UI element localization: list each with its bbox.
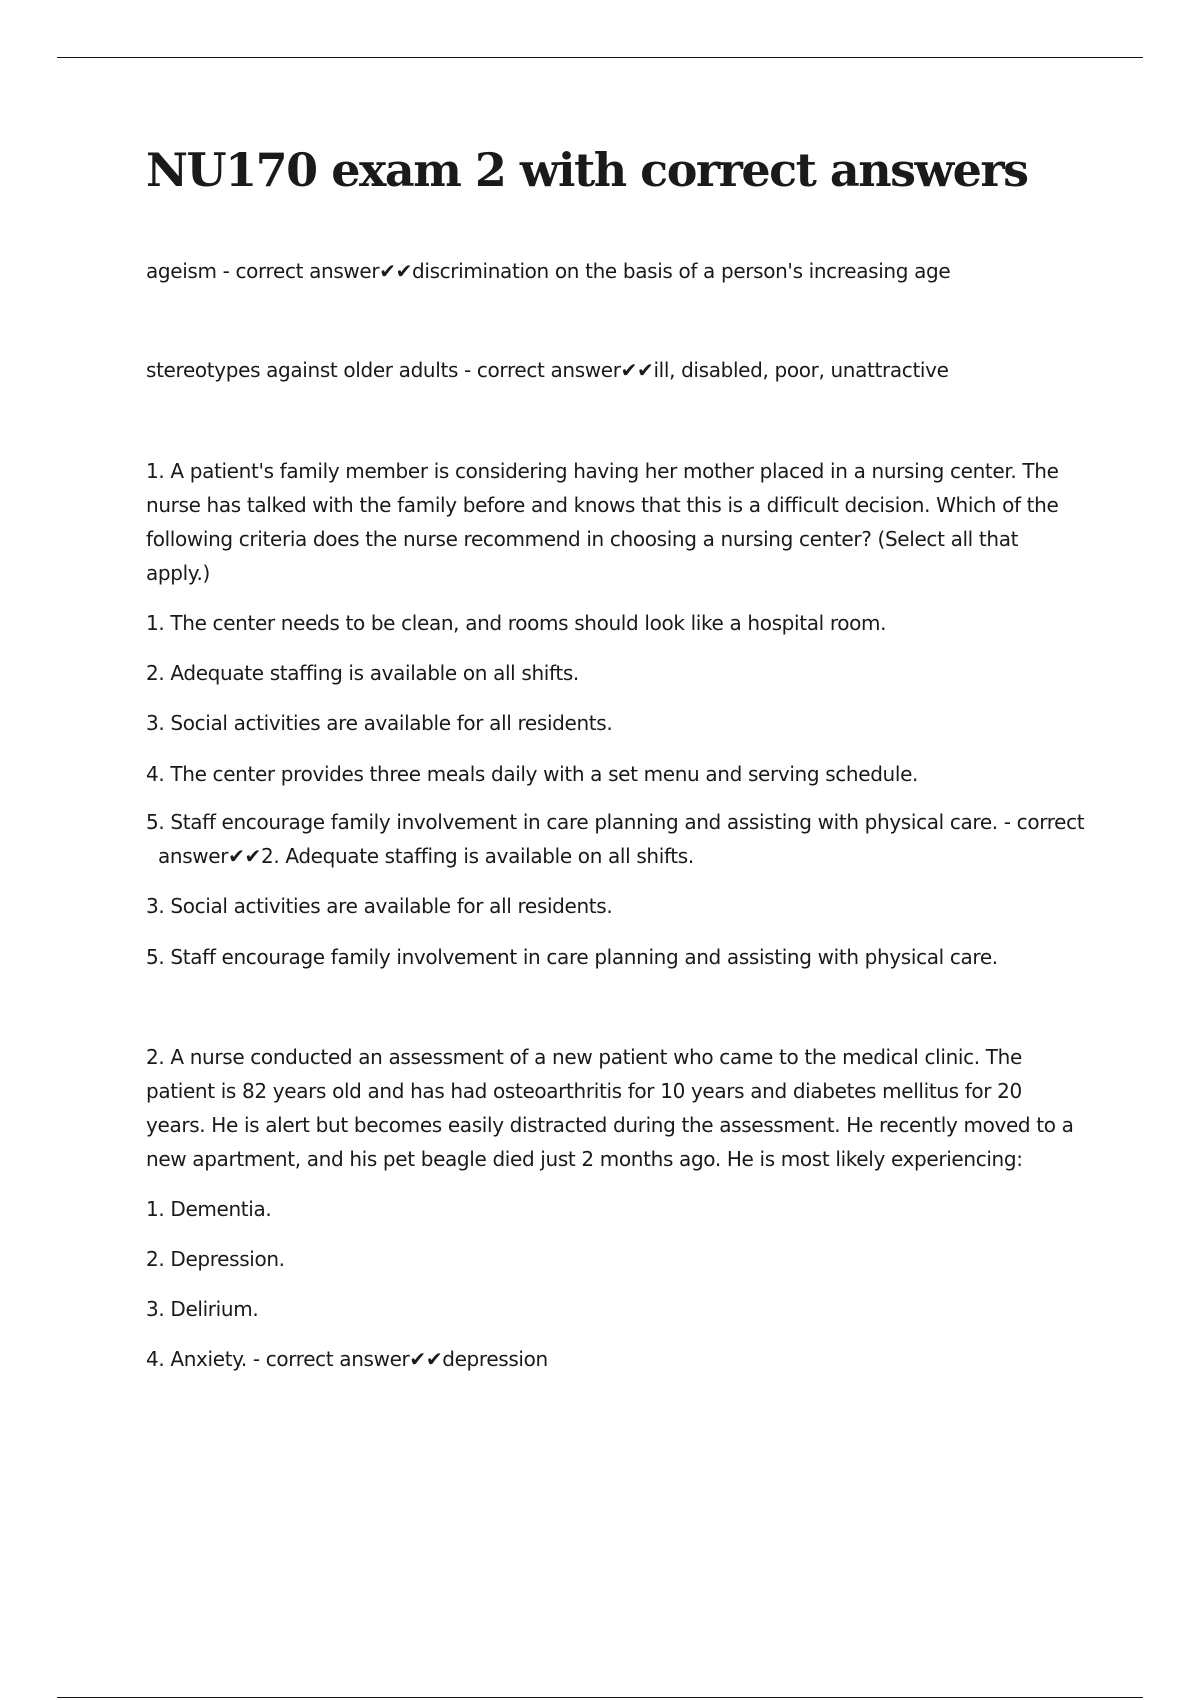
question-2-line-2: patient is 82 years old and has had osteoarthritis for 10 years and diabetes mellitus for 20 — [146, 1079, 1022, 1103]
document-title: NU170 exam 2 with correct answers — [146, 143, 1028, 197]
question-1-answer-3: 3. Social activities are available for all residents. — [146, 894, 613, 918]
question-1-line-1: 1. A patient's family member is considering having her mother placed in a nursing center. The — [146, 459, 1059, 483]
question-2-option-1: 1. Dementia. — [146, 1197, 272, 1221]
question-1-answer-5: 5. Staff encourage family involvement in care planning and assisting with physical care. — [146, 945, 998, 969]
question-2-line-3: years. He is alert but becomes easily distracted during the assessment. He recently moved to a — [146, 1113, 1074, 1137]
question-1-option-5: 5. Staff encourage family involvement in care planning and assisting with physical care. - correct — [146, 810, 1085, 834]
question-1-option-2: 2. Adequate staffing is available on all shifts. — [146, 661, 579, 685]
question-2-line-4: new apartment, and his pet beagle died just 2 months ago. He is most likely experiencing: — [146, 1147, 1023, 1171]
question-1-line-3: following criteria does the nurse recommend in choosing a nursing center? (Select all that — [146, 527, 1019, 551]
question-2-option-4: 4. Anxiety. - correct answer✔✔depression — [146, 1347, 548, 1371]
top-rule — [57, 57, 1143, 58]
question-1-option-4: 4. The center provides three meals daily with a set menu and serving schedule. — [146, 762, 919, 786]
question-2-option-2: 2. Depression. — [146, 1247, 285, 1271]
question-1-line-2: nurse has talked with the family before and knows that this is a difficult decision. Which of the — [146, 493, 1059, 517]
bottom-rule — [57, 1697, 1143, 1698]
question-2-line-1: 2. A nurse conducted an assessment of a new patient who came to the medical clinic. The — [146, 1045, 1022, 1069]
question-2-option-3: 3. Delirium. — [146, 1297, 259, 1321]
question-1-option-1: 1. The center needs to be clean, and rooms should look like a hospital room. — [146, 611, 887, 635]
question-1-option-3: 3. Social activities are available for all residents. — [146, 711, 613, 735]
question-1-line-4: apply.) — [146, 561, 210, 585]
flashcard-stereotypes: stereotypes against older adults - correct answer✔✔ill, disabled, poor, unattractive — [146, 358, 949, 382]
flashcard-ageism: ageism - correct answer✔✔discrimination on the basis of a person's increasing age — [146, 259, 951, 283]
question-1-answer-line: answer✔✔2. Adequate staffing is available on all shifts. — [158, 844, 694, 868]
